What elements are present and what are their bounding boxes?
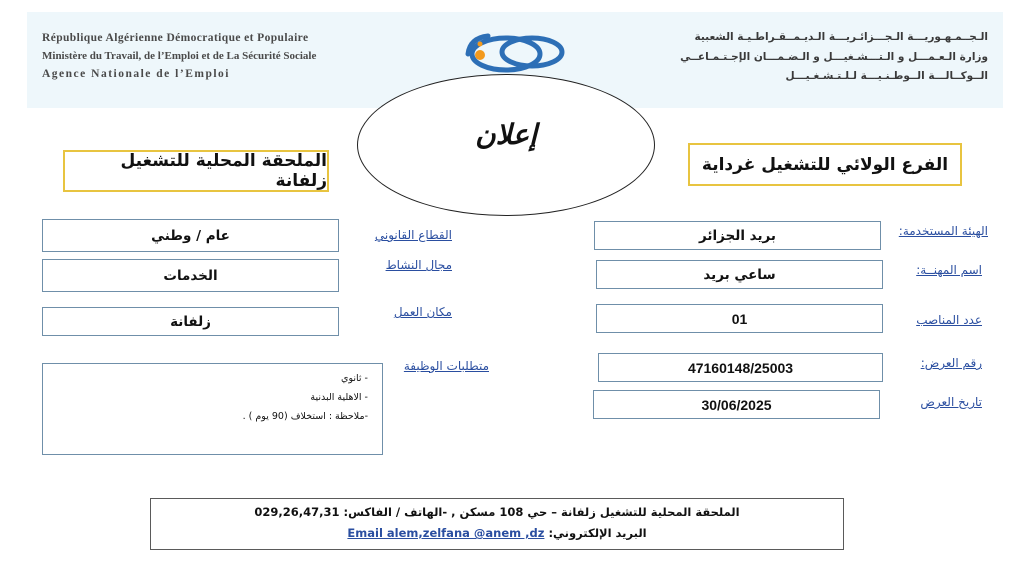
value-offer-number: 47160148/25003: [598, 353, 883, 382]
value-employer: بريد الجزائر: [594, 221, 881, 250]
label-offer-date: تاريخ العرض: [920, 395, 982, 409]
header-fr-republic: République Algérienne Démocratique et Populaire: [42, 32, 309, 44]
label-offer-number: رقم العرض:: [920, 356, 982, 370]
label-positions: عدد المناصب: [916, 313, 982, 327]
label-legal-sector: القطاع القانوني: [374, 228, 452, 242]
footer-email-link[interactable]: Email alem,zelfana @anem ,dz: [347, 526, 545, 540]
header-ar-agency: الــوكــالـــة الــوطـنـيـــة لـلـتـشـغـيـــل: [785, 70, 988, 82]
requirement-item: - الاهلية البدنية: [310, 392, 368, 403]
footer-email-label: البريد الإلكتروني:: [548, 526, 647, 540]
footer-email-line: [150, 526, 844, 540]
requirement-item: - ثانوي: [341, 373, 368, 384]
label-requirements: متطلبات الوظيفة: [403, 359, 489, 373]
requirements-box: [42, 363, 383, 455]
value-legal-sector: عام / وطني: [42, 219, 339, 252]
requirement-item: -ملاحظة : استخلاف (90 يوم ) .: [242, 411, 368, 422]
header-ar-ministry: وزارة الـعـمـــل و الـتـــشـغيـــل و الـضـمـــان الإجـتـمـاعــي: [680, 51, 988, 63]
value-activity-field: الخدمات: [42, 259, 339, 292]
value-profession: ساعي بريد: [596, 260, 883, 289]
anem-logo: [454, 28, 574, 80]
value-work-place: زلفانة: [42, 307, 339, 336]
header-fr-ministry: Ministère du Travail, de l’Emploi et de La Sécurité Sociale: [42, 50, 317, 62]
branch-box-right: الفرع الولائي للتشغيل غرداية: [688, 143, 962, 186]
label-work-place: مكان العمل: [393, 305, 452, 319]
value-positions: 01: [596, 304, 883, 333]
header-ar-republic: الـجــمـهـوريـــة الـجـــزائـريـــة الـديـمــقـراطـيـة الشعبية: [694, 31, 988, 43]
footer-address-phone: الملحقة المحلية للتشغيل زلفانة – حي 108 مسكن , -الهاتف / الفاكس: 029,26,47,31: [254, 505, 740, 519]
value-offer-date: 30/06/2025: [593, 390, 880, 419]
announcement-title: إعلان: [475, 118, 537, 151]
branch-box-left: الملحقة المحلية للتشغيل زلفانة: [63, 150, 329, 192]
label-profession: اسم المهنــة:: [916, 263, 982, 277]
label-employer: الهيئة المستخدمة:: [898, 224, 988, 238]
header-fr-agency: Agence Nationale de l’Emploi: [42, 68, 230, 80]
label-activity-field: مجال النشاط: [385, 258, 452, 272]
